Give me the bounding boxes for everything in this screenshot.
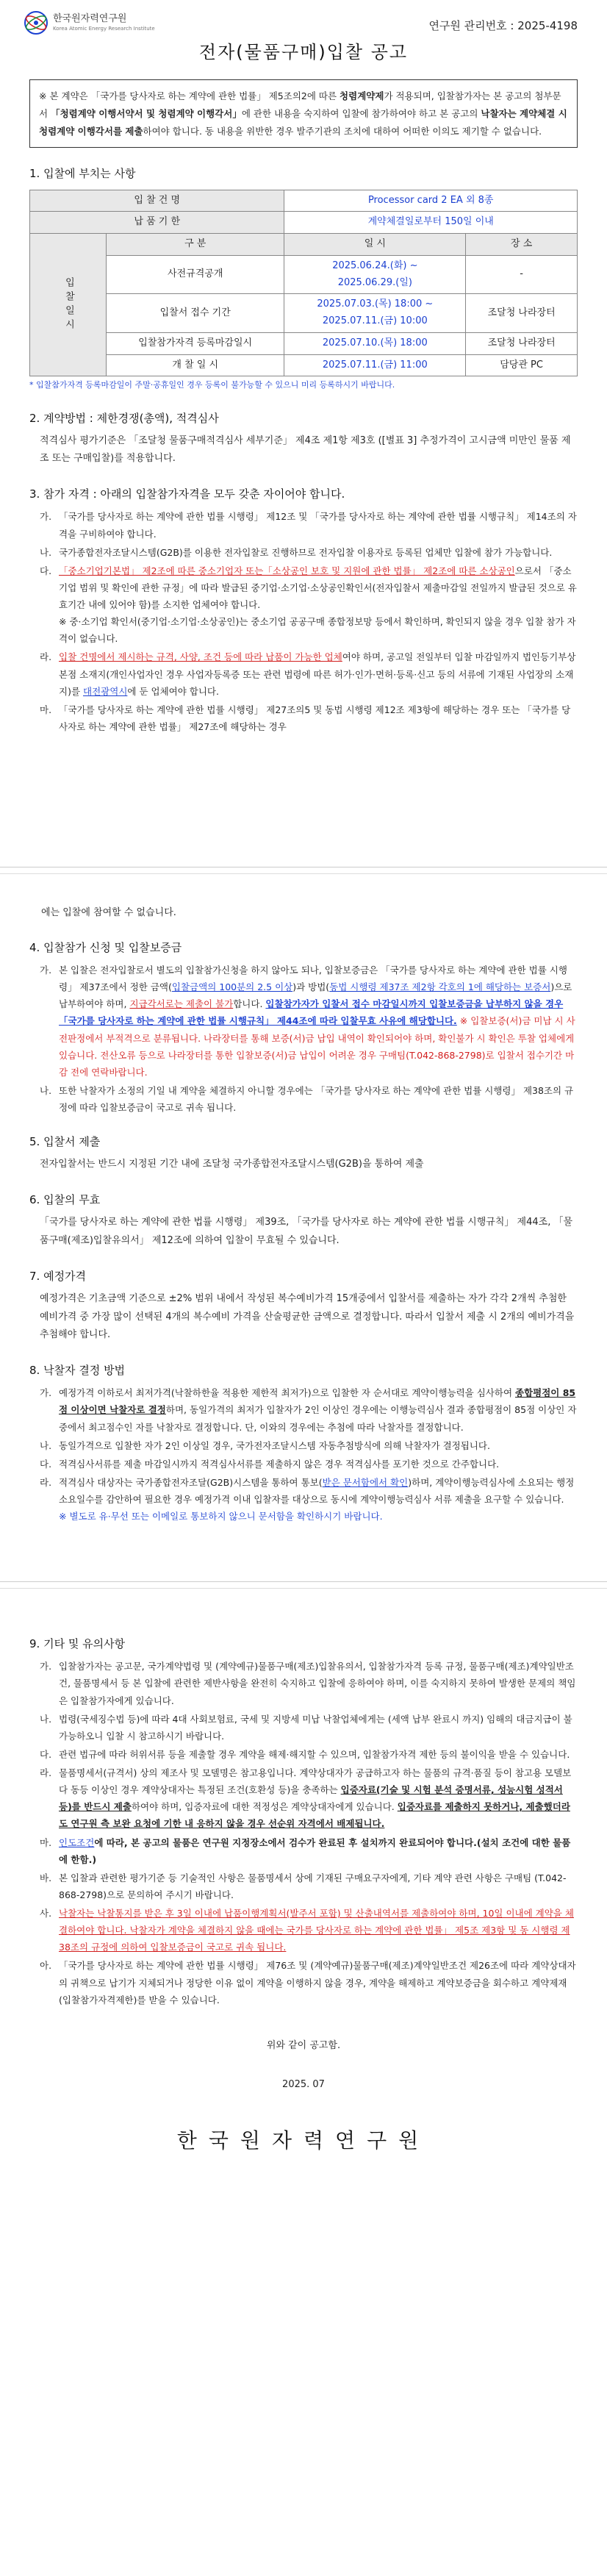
continuation-text: 에는 입찰에 참여할 수 없습니다.	[41, 907, 176, 918]
table-cell	[284, 255, 466, 294]
date-start: 2025.07.03.(목) 18:00 ~	[317, 298, 434, 310]
section-4	[29, 938, 578, 1116]
table-cell: 개 찰 일 시	[107, 354, 284, 376]
header	[0, 0, 607, 62]
section-6	[29, 1190, 578, 1251]
section-text: 적격심사 평가기준은 「조달청 물품구매적격심사 세부기준」 제4조 제1항 제3호 ([별표 3] 추정가격이 고시금액 미만인 물품 제조 또는 구매입찰)를 적용합니다.	[40, 434, 571, 465]
list-item: 바. 본 입찰과 관련한 평가기준 등 기술적인 사항은 물품명세서 상에 기재된 구매요구자에게, 기타 계약 관련 사항은 구매팀 (T.042-868-2798)으로 문의하여 주시기 바랍니다.	[40, 1872, 567, 1900]
side-label: 입찰일시	[30, 234, 107, 376]
row-label: 입 찰 건 명	[30, 190, 284, 212]
integrity-notice	[29, 79, 578, 148]
table-cell: 2025.07.10.(목) 18:00	[284, 332, 466, 354]
notice-bold: 「청렴계약 이행서약서 및 청렴계약 이행각서」	[51, 107, 242, 119]
section-heading: 5. 입찰서 제출	[29, 1135, 101, 1149]
list-item: 라. 입찰 건명에서 제시하는 규격, 사양, 조건 등에 따라 납품이 가능한 업체여야 하며, 공고일 전일부터 입찰 마감일까지 법인등기부상 본점 소재지(개인사업자인 경우 사업자등록증 또는 관련 법령에 따른 허가·인가·면허·등록·신고 등의 서류에 기재된 사업장의 소재지)를 대전광역시에 둔 업체여야 합니다.	[40, 651, 576, 697]
table-cell: 조달청 나라장터	[466, 332, 578, 354]
section-heading: 4. 입찰참가 신청 및 입찰보증금	[29, 940, 182, 954]
table-cell: 담당관 PC	[466, 354, 578, 376]
kaeri-logo-icon	[24, 10, 49, 35]
doc-number: 연구원 관리번호 : 2025-4198	[428, 19, 578, 32]
bid-info-table	[29, 190, 578, 377]
org-name: 한국원자력연구원	[53, 13, 127, 24]
table-cell: 조달청 나라장터	[466, 294, 578, 333]
section-heading: 8. 낙찰자 결정 방법	[29, 1364, 126, 1377]
closing-text: 위와 같이 공고함.	[266, 2039, 341, 2051]
org-footer: 한국원자력연구원	[176, 2128, 431, 2153]
table-cell: 입찰참가자격 등록마감일시	[107, 332, 284, 354]
list-item: 나. 법령(국세징수법 등)에 따라 4대 사회보험료, 국세 및 지방세 미납 낙찰업체에게는 (세액 납부 완료시 까지) 임해의 대금지급이 불가능하오니 입찰 시 참고하시기 바랍니다.	[40, 1713, 572, 1742]
section-1	[29, 164, 578, 392]
section-7	[29, 1267, 578, 1345]
list-item: 아. 「국가를 당사자로 하는 계약에 관한 법률 시행령」 제76조 및 (계약예규)물품구매(제조)계약일반조건 제26조에 따라 계약상대자의 귀책으로 납기가 지체되거나 정당한 이유 없이 계약을 이행하지 않을 경우, 계약을 해제하고 계약보증금을 회수하고 계약제재(입찰참가자격제한)를 받을 수 있습니다.	[40, 1960, 576, 2006]
list-item: 다. 「중소기업기본법」 제2조에 따른 중소기업자 또는「소상공인 보호 및 지원에 관한 법률」 제2조에 따른 소상공인으로서 「중소기업 범위 및 확인에 관한 규정」에 따라 발급된 중기업·소기업·소상공인확인서(전자입찰서 제출마감일 전일까지 발급된 것으로 유효기간 내에 있어야 함)를 소지한 업체여야 합니다. ※ 중·소기업 확인서(중기업·소기업·소상공인)는 중소기업 공공구매 종합정보망 등에서 확인하며, 확인되지 않을 경우 입찰 참가 자격이 없습니다.	[40, 565, 577, 645]
notice-bold: 청렴계약제	[340, 90, 384, 101]
section-text: 예정가격은 기초금액 기준으로 ±2% 범위 내에서 작성된 복수예비가격 15개중에서 입찰서를 제출하는 자가 각각 2개씩 추첨한 예비가격 중 가장 많이 선택된 4개의 복수예비 가격을 산술평균한 금액으로 결정합니다. 따라서 입찰서 제출 시 2개의 예비가격을 추첨해야 합니다.	[40, 1292, 575, 1341]
list-item: 다. 적격심사서류를 제출 마감일시까지 적격심사서류를 제출하지 않은 경우 적격심사를 포기한 것으로 간주합니다.	[40, 1458, 500, 1470]
list-item: 마. 「국가를 당사자로 하는 계약에 관한 법률 시행령」 제27조의5 및 동법 시행령 제12조 제3항에 해당하는 경우 또는 「국가를 당사자로 하는 계약에 관한 법률」 제27조에 해당하는 경우	[40, 704, 571, 732]
closing-date: 2025. 07	[282, 2078, 325, 2090]
list-item: 가. 입찰참가자는 공고문, 국가계약법령 및 (계약예규)물품구매(제조)입찰유의서, 입찰참가자격 등록 규정, 물품구매(제조)계약일반조건, 물품명세서 등 본 입찰에 관련한 제반사항을 완전히 숙지하고 입찰에 응하여야 하며, 이를 숙지하지 못하여 발생한 문제의 책임은 입찰참가자에게 있습니다.	[40, 1661, 576, 1706]
col-header: 장 소	[466, 234, 578, 256]
date-end: 2025.06.29.(일)	[337, 276, 412, 288]
section-heading: 2. 계약방법 : 제한경쟁(총액), 적격심사	[29, 411, 219, 425]
section-3	[29, 484, 578, 735]
section-heading: 7. 예정가격	[29, 1269, 87, 1283]
section-8	[29, 1361, 578, 1525]
section-text: 「국가를 당사자로 하는 계약에 관한 법률 시행령」 제39조, 「국가를 당사자로 하는 계약에 관한 법률 시행규칙」 제44조, 「물품구매(제조)입찰유의서」 제12조에 의하여 입찰이 무효될 수 있습니다.	[40, 1217, 573, 1246]
delivery-period-value: 계약체결일로부터 150일 이내	[284, 212, 578, 234]
section-heading: 3. 참가 자격 : 아래의 입찰참가자격을 모두 갖춘 자이어야 합니다.	[29, 487, 345, 501]
col-header: 구 분	[107, 234, 284, 256]
page-title: 전자(물품구매)입찰 공고	[198, 42, 409, 62]
notice-text: ※ 본 계약은 「국가를 당사자로 하는 계약에 관한 법률」 제5조의2에 따른	[39, 90, 340, 101]
table-cell: 사전규격공개	[107, 255, 284, 294]
page-3	[0, 1588, 607, 2576]
table-cell: 입찰서 접수 기간	[107, 294, 284, 333]
section-5	[29, 1132, 578, 1174]
org-name-en: Korea Atomic Energy Research Institute	[53, 25, 155, 32]
registration-note: * 입찰참가자격 등록마감일이 주말·공휴일인 경우 등록이 불가능할 수 있으니 미리 등록하시기 바랍니다.	[29, 380, 395, 390]
table-cell	[284, 294, 466, 333]
col-header: 일 시	[284, 234, 466, 256]
notice-text: 에 관한 내용을 숙지하여 입찰에 참가하여야 하고 본 공고의	[241, 107, 481, 119]
notice-text: 하여야 합니다. 동 내용을 위반한 경우 발주기관의 조치에 대하여 어떠한 이의도 제기할 수 없습니다.	[143, 125, 542, 137]
table-cell: -	[466, 255, 578, 294]
list-item: 라. 적격심사 대상자는 국가종합전자조달(G2B)시스템을 통하여 통보(받은 문서함에서 확인)하며, 계약이행능력심사에 소요되는 행정소요일수를 감안하여 필요한 경우 예정가격 이내 입찰자를 대상으로 동시에 계약이행능력심사 서류 제출을 요구할 수 있습니다. ※ 별도로 유·무선 또는 이메일로 통보하지 않으니 문서함을 확인하시기 바랍니다.	[40, 1476, 575, 1523]
list-item: 가. 예정가격 이하로서 최저가격(낙찰하한율 적용한 제한적 최저가)으로 입찰한 자 순서대로 계약이행능력을 심사하여 종합평점이 85점 이상이면 낙찰자로 결정하며, 동일가격의 최저가 입찰자가 2인 이상인 경우에는 이행능력심사 결과 종합평점이 85점 이상인 자 중에서 최고점수인 자를 낙찰자로 결정합니다. 단, 이와의 경우에는 추첨에 따라 낙찰자를 결정합니다.	[40, 1387, 577, 1433]
section-text: 전자입찰서는 반드시 지정된 기간 내에 조달청 국가종합전자조달시스템(G2B)을 통하여 제출	[40, 1159, 424, 1170]
section-heading: 9. 기타 및 유의사항	[29, 1637, 126, 1650]
page-2	[0, 873, 607, 1582]
date-end: 2025.07.11.(금) 10:00	[322, 315, 428, 326]
list-item: 나. 국가종합전자조달시스템(G2B)를 이용한 전자입찰로 진행하므로 전자입찰 이용자로 등록된 업체만 입찰에 참가 가능합니다.	[40, 546, 553, 558]
list-item: 가. 본 입찰은 전자입찰로서 별도의 입찰참가신청을 하지 않아도 되나, 입찰보증금은 「국가를 당사자로 하는 계약에 관한 법률 시행령」 제37조에서 정한 금액(입찰금액의 100분의 2.5 이상)과 방법(동법 시행령 제37조 제2항 각호의 1에 해당하는 보증서)으로 납부하여야 하며, 지급각서로는 제출이 불가합니다. 입찰참가자가 입찰서 접수 마감일시까지 입찰보증금을 납부하지 않을 경우 「국가를 당사자로 하는 계약에 관한 법률 시행규칙」 제44조에 따라 입찰무효 사유에 해당합니다. ※ 입찰보증(서)금 미납 시 사전판정에서 부적격으로 분류됩니다. 나라장터를 통해 보증(서)금 납입 내역이 확인되어야 하며, 확인불가 시 확인은 투찰 업체에게 있습니다. 전산오류 등으로 나라장터를 통한 입찰보증(서)금 납입이 어려운 경우 구매팀(T.042-868-2798)로 입찰서 접수기간 마감 전에 연락바랍니다.	[40, 965, 575, 1078]
list-item: 가. 「국가를 당사자로 하는 계약에 관한 법률 시행령」 제12조 및 「국가를 당사자로 하는 계약에 관한 법률 시행규칙」 제14조의 자격을 구비하여야 합니다.	[40, 511, 577, 540]
date-start: 2025.06.24.(화) ~	[332, 260, 418, 271]
row-label: 납 품 기 한	[30, 212, 284, 234]
list-item: 사. 낙찰자는 낙찰통지를 받은 후 3일 이내에 납품이행계획서(발주서 포함) 및 산출내역서를 제출하여야 하며, 10일 이내에 계약을 체결하여야 합니다. 낙찰자가 계약을 체결하지 않을 때에는 국가를 당사자로 하는 계약에 관한 법률」 제5조 제3항 및 동 시행령 제38조의 규정에 의하여 입찰보증금이 국고로 귀속 됩니다.	[40, 1908, 574, 1953]
list-item: 나. 또한 낙찰자가 소정의 기일 내 계약을 체결하지 아니할 경우에는 「국가를 당사자로 하는 계약에 관한 법률 시행령」 제38조의 규정에 따라 입찰보증금이 국고로 귀속 됩니다.	[40, 1084, 574, 1113]
notice-bold: 낙찰자는 계약체결 시 청렴계약 이행각서를 제출	[39, 107, 567, 137]
section-2	[29, 409, 578, 469]
section-9	[29, 1589, 578, 2008]
notice-text: 가 적용되며, 입찰참가자는 본 공고의 첨부문서	[39, 90, 561, 119]
section-heading: 1. 입찰에 부치는 사항	[29, 167, 136, 181]
list-item: 라. 물품명세서(규격서) 상의 제조사 및 모델명은 참고용입니다. 계약상대자가 공급하고자 하는 물품의 규격·품질 등이 참고용 모델보다 동등 이상인 경우 계약상대자는 특정된 조건(호환성 등)을 충족하는 입증자료(기술 및 시험 분석 증명서류, 성능시험 성적서 등)를 반드시 제출하여야 하며, 입증자료에 대한 적정성은 계약상대자에게 있습니다. 입증자료를 제출하지 못하거나, 제출했더라도 연구원 측 보완 요청에 기한 내 응하지 않을 경우 선순위 자격에서 배제됩니다.	[40, 1767, 572, 1830]
table-cell: 2025.07.11.(금) 11:00	[284, 354, 466, 376]
list-item: 마. 인도조건에 따라, 본 공고의 물품은 연구원 지정장소에서 검수가 완료된 후 설치까지 완료되어야 합니다.(설치 조건에 대한 물품에 한함.)	[40, 1836, 571, 1865]
section-heading: 6. 입찰의 무효	[29, 1193, 101, 1207]
page-1	[0, 0, 607, 867]
kaeri-logo	[24, 10, 155, 35]
bid-name-value: Processor card 2 EA 외 8종	[284, 190, 578, 212]
list-item: 다. 관련 법규에 따라 허위서류 등을 제출할 경우 계약을 해제·해지할 수 있으며, 입찰참가자격 제한 등의 불이익을 받을 수 있습니다.	[40, 1748, 570, 1760]
list-item: 나. 동일가격으로 입찰한 자가 2인 이상일 경우, 국가전자조달시스템 자동추첨방식에 의해 낙찰자가 결정됩니다.	[40, 1439, 490, 1451]
